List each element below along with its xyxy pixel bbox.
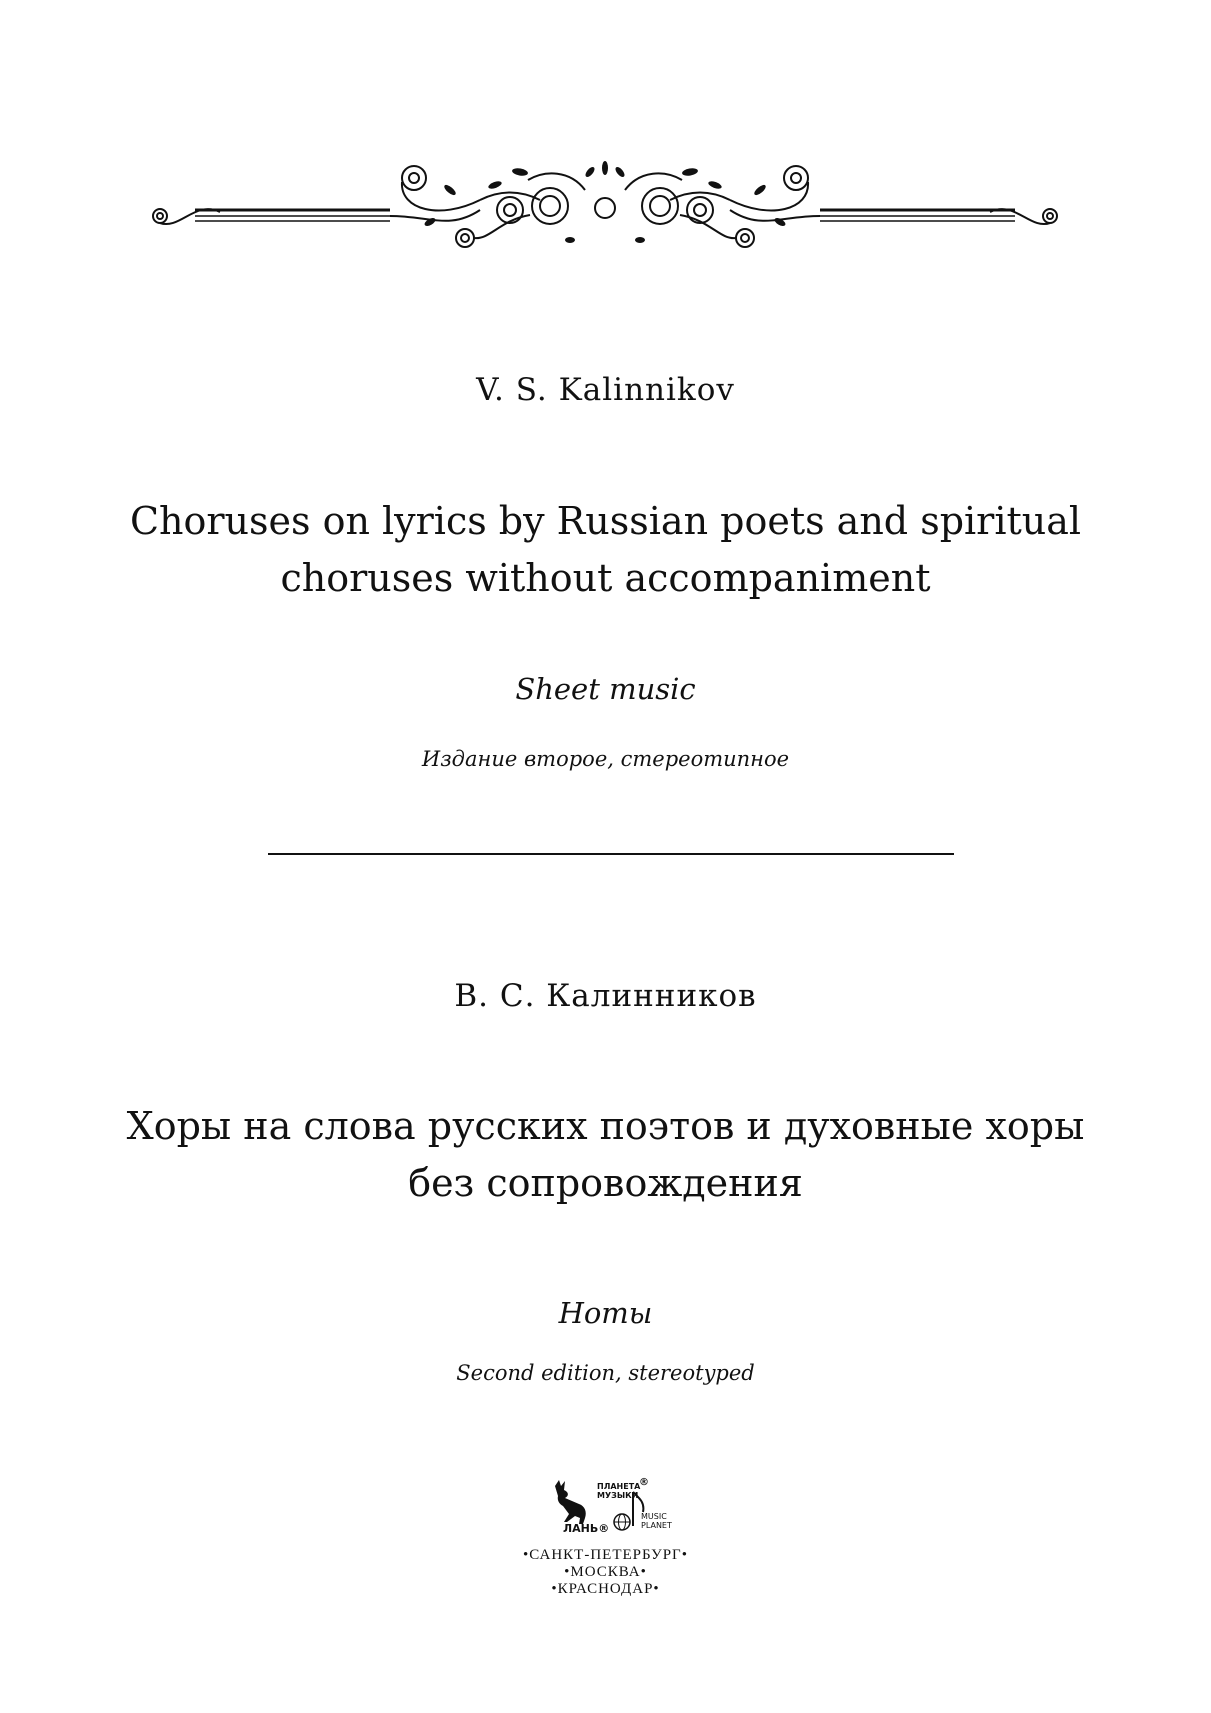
subtitle-english: Sheet music xyxy=(515,672,696,706)
planet-label-line-2: МУЗЫКИ xyxy=(597,1491,639,1500)
city-moscow: •МОСКВА• xyxy=(564,1564,647,1580)
music-planet-line-2: PLANET xyxy=(641,1521,672,1530)
registered-mark: ® xyxy=(639,1477,649,1488)
title-english-line-2: choruses without accompaniment xyxy=(280,556,931,600)
horizontal-divider xyxy=(268,853,954,855)
lan-label: ЛАНЬ® xyxy=(563,1522,610,1535)
edition-note-russian: Издание второе, стереотипное xyxy=(421,747,790,771)
title-english-line-1: Choruses on lyrics by Russian poets and spiritual xyxy=(129,499,1082,543)
city-saint-petersburg: •САНКТ-ПЕТЕРБУРГ• xyxy=(523,1547,688,1563)
music-planet-line-1: MUSIC xyxy=(641,1512,667,1521)
author-name-russian: В. С. Калинников xyxy=(454,978,757,1014)
title-russian-line-2: без сопровождения xyxy=(408,1161,803,1205)
publisher-cities xyxy=(0,1547,1211,1598)
author-name-english: V. S. Kalinnikov xyxy=(476,372,735,408)
title-english xyxy=(0,493,1211,607)
edition-note-english: Second edition, stereotyped xyxy=(456,1361,755,1385)
title-russian-line-1: Хоры на слова русских поэтов и духовные хоры xyxy=(126,1104,1085,1148)
decorative-ornament-icon xyxy=(150,160,1060,270)
subtitle-russian: Ноты xyxy=(558,1296,653,1330)
city-krasnodar: •КРАСНОДАР• xyxy=(551,1581,660,1597)
title-russian xyxy=(0,1098,1211,1212)
planet-label-line-1: ПЛАНЕТА xyxy=(597,1482,641,1491)
publisher-logo xyxy=(545,1478,680,1538)
